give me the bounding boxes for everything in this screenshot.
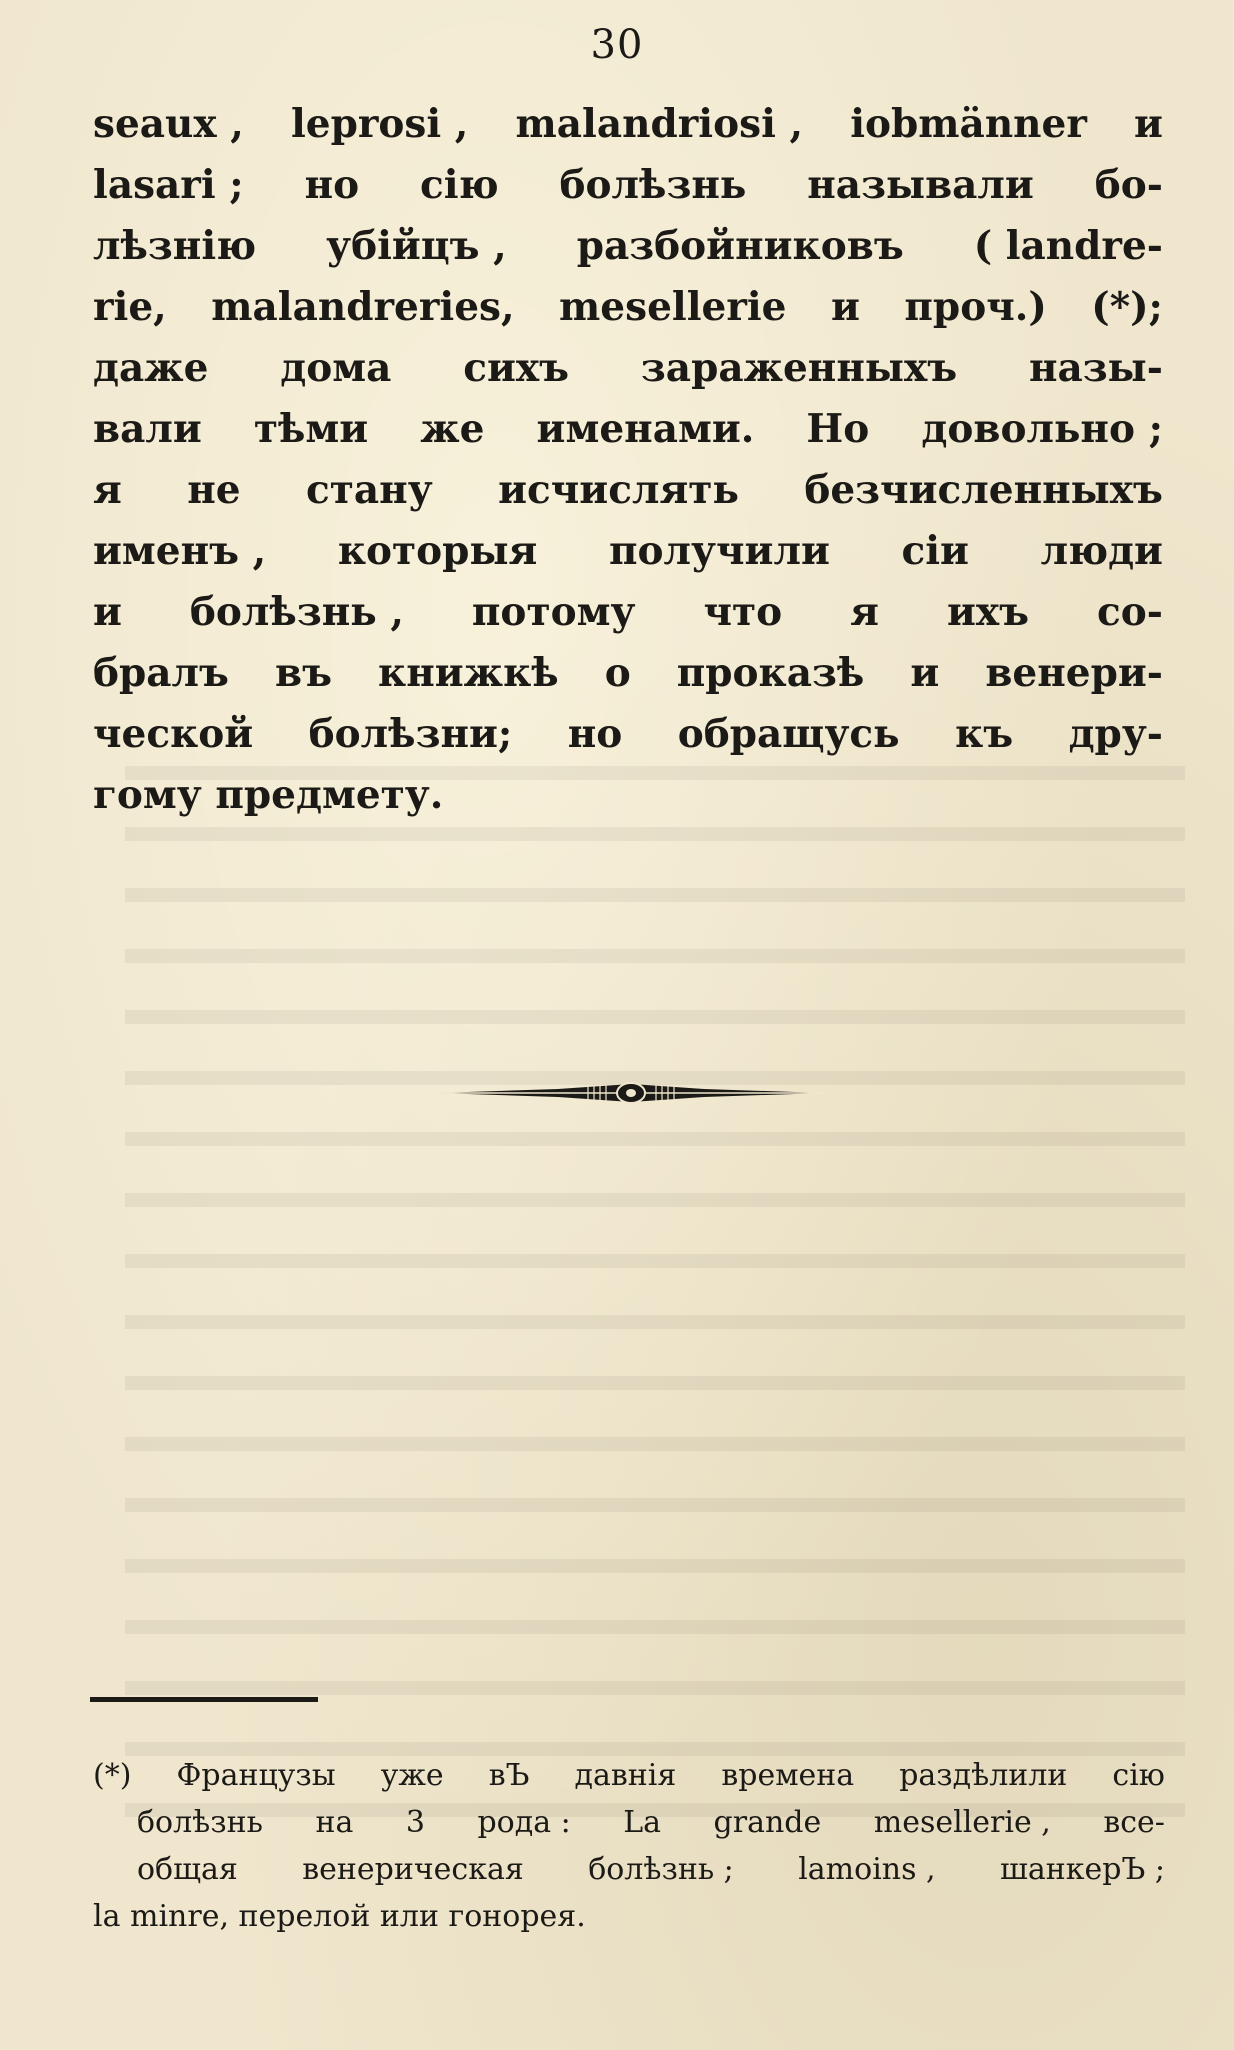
word: я <box>93 467 122 513</box>
word: lamoins , <box>798 1852 936 1887</box>
word: довольно ; <box>921 406 1163 452</box>
word: книжкѣ <box>378 650 559 696</box>
word: все- <box>1103 1805 1165 1840</box>
word: именъ , <box>93 528 267 574</box>
word: даже <box>93 345 209 391</box>
word: lasari ; <box>93 162 244 208</box>
word: люди <box>1040 528 1163 574</box>
word: исчислять <box>498 467 739 513</box>
word: rie, <box>93 284 167 330</box>
text-line <box>93 460 1163 521</box>
word: именами. <box>536 406 755 452</box>
word: вЪ <box>488 1758 530 1793</box>
word: уже <box>380 1758 444 1793</box>
word: вали <box>93 406 202 452</box>
word: сію <box>420 162 499 208</box>
footnote-line <box>93 1893 1165 1940</box>
word: болѣзнь , <box>189 589 404 635</box>
footnote-line <box>93 1846 1165 1893</box>
word: leprosi , <box>290 101 469 147</box>
word: ( landre- <box>973 223 1163 269</box>
word: ческой <box>93 711 254 757</box>
word: проказѣ <box>676 650 865 696</box>
word: iobmänner <box>850 101 1087 147</box>
word: получили <box>608 528 830 574</box>
word: болѣзни; <box>308 711 513 757</box>
word: давнія <box>574 1758 677 1793</box>
text-line <box>93 277 1163 338</box>
word: венери- <box>985 650 1163 696</box>
word: потому <box>471 589 636 635</box>
word: тѣми <box>253 406 369 452</box>
word: же <box>420 406 485 452</box>
word: бралъ <box>93 650 229 696</box>
word: общая <box>137 1852 238 1887</box>
word: болѣзнь <box>559 162 747 208</box>
word: разбойниковъ <box>576 223 904 269</box>
footnote-rule <box>90 1697 318 1702</box>
word: mesellerie <box>559 284 787 330</box>
word: раздѣлили <box>899 1758 1068 1793</box>
word: времена <box>721 1758 855 1793</box>
word: Но <box>806 406 870 452</box>
text-line <box>93 521 1163 582</box>
word: которыя <box>337 528 538 574</box>
word: и <box>830 284 860 330</box>
word: о <box>604 650 631 696</box>
word: сію <box>1112 1758 1165 1793</box>
word: grande <box>713 1805 822 1840</box>
text-line <box>93 94 1163 155</box>
word: къ <box>955 711 1014 757</box>
word: зараженныхъ <box>640 345 958 391</box>
word: malandriosi , <box>515 101 804 147</box>
word: но <box>567 711 623 757</box>
word: называли <box>807 162 1034 208</box>
word: венерическая <box>302 1852 524 1887</box>
text-line <box>93 704 1163 765</box>
word: гому предмету. <box>93 772 444 818</box>
word: болѣзнь ; <box>588 1852 734 1887</box>
footnote-line <box>93 1799 1165 1846</box>
word: проч.) <box>904 284 1047 330</box>
word: malandreries, <box>211 284 515 330</box>
word: и <box>1134 101 1163 147</box>
word: болѣзнь <box>137 1805 263 1840</box>
word: (*) <box>93 1758 132 1793</box>
word: и <box>910 650 940 696</box>
word: Французы <box>176 1758 336 1793</box>
word: убійцъ , <box>326 223 507 269</box>
main-text-block <box>93 94 1163 826</box>
text-line <box>93 582 1163 643</box>
footnote-line <box>93 1752 1165 1799</box>
word: въ <box>275 650 333 696</box>
ornament-divider <box>438 1078 824 1108</box>
word: сіи <box>901 528 969 574</box>
text-line <box>93 155 1163 216</box>
text-line <box>93 643 1163 704</box>
word: я <box>850 589 879 635</box>
word: но <box>304 162 360 208</box>
word: сихъ <box>463 345 570 391</box>
word: и <box>93 589 122 635</box>
text-line <box>93 765 1163 826</box>
word: не <box>187 467 241 513</box>
word: seaux , <box>93 101 244 147</box>
word: что <box>703 589 783 635</box>
word: лѣзнію <box>93 223 257 269</box>
word: на <box>315 1805 354 1840</box>
text-line <box>93 399 1163 460</box>
word: (*); <box>1091 284 1163 330</box>
word: la minre, перелой или гонорея. <box>93 1899 586 1934</box>
word: La <box>623 1805 662 1840</box>
word: дома <box>280 345 392 391</box>
word: рода : <box>477 1805 571 1840</box>
word: mesellerie , <box>873 1805 1051 1840</box>
word: ихъ <box>946 589 1030 635</box>
word: 3 <box>405 1805 425 1840</box>
show-through-from-reverse <box>125 740 1185 1860</box>
word: обращусь <box>677 711 900 757</box>
word: шанкерЪ ; <box>999 1852 1165 1887</box>
footnote-block <box>93 1752 1165 1940</box>
word: безчисленныхъ <box>804 467 1163 513</box>
word: со- <box>1097 589 1163 635</box>
word: бо- <box>1094 162 1163 208</box>
word: дру- <box>1068 711 1163 757</box>
word: назы- <box>1028 345 1163 391</box>
text-line <box>93 216 1163 277</box>
word: стану <box>305 467 433 513</box>
text-line <box>93 338 1163 399</box>
page-number: 30 <box>590 22 644 68</box>
